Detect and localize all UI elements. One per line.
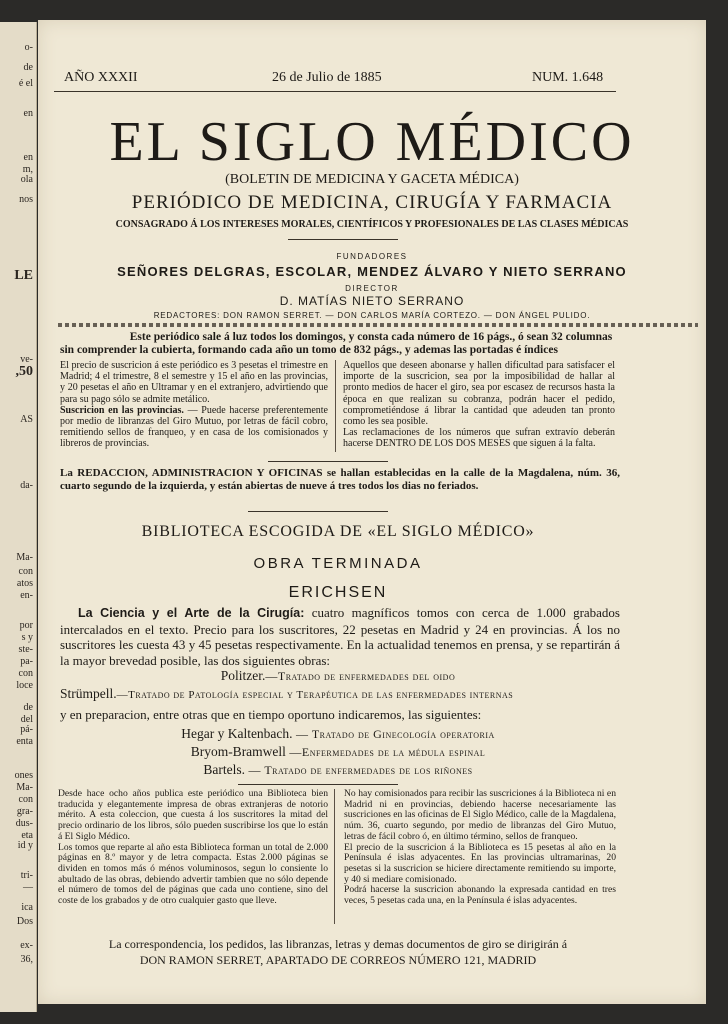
short-rule — [288, 239, 398, 240]
book-title: —Tratado de Patología especial y Terapéutica de las enfermedades internas — [116, 689, 514, 701]
prev-page-fragment: dus- — [15, 818, 33, 829]
prev-page-fragment: ones — [14, 770, 33, 781]
year-label: AÑO XXXII — [64, 70, 138, 85]
library-history-text: Desde hace ocho años publica este periódico una Biblioteca bien traducida y elegantemente impresa de obras extranjeras de notorio mérito. A esta coleccion, que cuesta á los suscritores la mitad del precio ordinario de los libros, sólo pueden suscribirse los que lo están á El Siglo Médico. — [58, 788, 328, 842]
prev-page-fragment: en- — [20, 590, 33, 601]
payment-difficulty-text: Aquellos que deseen abonarse y hallen dificultad para satisfacer el importe de la suscricion, sea por la imposibilidad de hallar al pronto medios de hacer el giro, sea por escasez de recursos hasta la época en que realizan su cobranza, podrán hacer el pedido, comprometiéndose á librar la cantidad que adeuden tan pronto como les sea posible. — [343, 360, 615, 428]
prev-page-fragment: Dos — [16, 916, 33, 927]
prev-page-fragment: m, — [22, 164, 33, 175]
masthead-subtitle: (BOLETIN DE MEDICINA Y GACETA MÉDICA) — [225, 172, 519, 187]
subscription-col-left — [60, 360, 328, 450]
notice-line-1: Este periódico sale á luz todos los domingos, y consta cada número de 16 págs., ó sean 32 columnas — [129, 331, 613, 343]
prev-page-fragment: gra- — [16, 806, 33, 817]
book-author: Bartels. — [203, 762, 246, 777]
claims-text: Las reclamaciones de los números que sufran extravío deberán hacerse DENTRO DE LOS DOS MESES que siguen á la falta. — [343, 427, 615, 450]
book-author: Politzer. — [220, 668, 266, 683]
column-divider — [335, 360, 336, 452]
prev-page-fragment: con — [18, 566, 33, 577]
prev-page-fragment: ,50 — [15, 364, 33, 379]
prev-page-fragment: o- — [24, 42, 33, 53]
prev-page-fragment: ste- — [18, 644, 33, 655]
prev-page-fragment: ve- — [20, 354, 33, 365]
newspaper-page — [38, 20, 706, 1004]
library-price-text: El precio de la suscricion á la Biblioteca es 15 pesetas al año en la Península é islas adyacentes. En las provincias ultramarinas, 20 pesetas si la suscricion se hiciere directamente remitiendo su importe, y 40 si mediare comisionado. — [344, 841, 616, 885]
masthead-title: EL SIGLO MÉDICO — [109, 111, 635, 173]
work-title: La Ciencia y el Arte de la Cirugía: — [78, 606, 305, 620]
prev-page-fragment: pa- — [20, 656, 33, 667]
book-bartels — [38, 762, 638, 778]
library-description — [60, 605, 620, 668]
library-volumes-text: Los tomos que reparte al año esta Biblioteca forman un total de 2.000 páginas en 8.º mayor y de letra compacta. Estas 2.000 páginas se dividen en tomos más ó ménos voluminosos, segun lo consiente lo abultado de las obras, debiendo advertir tambien que no sólo depende el número de tomos del de páginas que cada uno contiene, sino del coste de los grabados y de otro cualquier gasto que lleve. — [58, 841, 328, 907]
header-rule — [54, 91, 616, 92]
prev-page-fragment: enta — [16, 736, 33, 747]
prev-page-fragment: por — [19, 620, 33, 631]
library-author: ERICHSEN — [288, 584, 388, 601]
provinces-text: — Puede hacerse preferentemente por medio de libranzas del Giro Mutuo, por letras de fácil cobro, remitiendo sellos de franqueo, y en casa de los comisionados y libreros de provincias. — [60, 404, 328, 450]
book-bryom — [38, 744, 638, 760]
prev-page-fragment: atos — [16, 578, 33, 589]
wavy-divider — [58, 323, 698, 327]
subscription-col-right — [343, 360, 615, 450]
book-title: — Tratado de Ginecología operatoria — [292, 727, 495, 741]
prev-page-fragment: nos — [19, 194, 33, 205]
founders-label: FUNDADORES — [336, 252, 408, 261]
prev-page-fragment: é el — [18, 78, 33, 89]
editors-line: REDACTORES: DON RAMON SERRET. — DON CARLOS MARÍA CORTEZO. — DON ÁNGEL PULIDO. — [153, 311, 591, 320]
prev-page-fragment: AS — [20, 414, 33, 425]
book-title: —Enfermedades de la médula espinal — [285, 745, 486, 759]
book-title: — Tratado de enfermedades de los riñones — [245, 763, 473, 777]
prev-page-fragment: en — [23, 152, 33, 163]
library-col-left — [58, 789, 328, 907]
prev-page-fragment: con — [18, 668, 33, 679]
prev-page-fragment: tri- — [20, 870, 33, 881]
previous-page-edge — [0, 22, 37, 1012]
masthead-dedication: CONSAGRADO Á LOS INTERESES MORALES, CIENTÍFICOS Y PROFESIONALES DE LAS CLASES MÉDICAS — [115, 219, 629, 230]
prev-page-fragment: en — [23, 108, 33, 119]
prev-page-fragment: loce — [16, 680, 33, 691]
subscription-price-text: El precio de suscricion á este periódico es 3 pesetas el trimestre en Madrid; 4 el trimestre, 8 el semestre y 15 el año en las provincias, y 20 pesetas el año en Ultramar y en el extranjero, advirtiendo que para su pago sólo se admite metálico. — [60, 360, 328, 405]
prev-page-fragment: s y — [21, 632, 33, 643]
book-author: Bryom-Bramwell — [190, 744, 286, 759]
prev-page-fragment: Ma- — [16, 552, 33, 563]
footer-address: DON RAMON SERRET, APARTADO DE CORREOS NÚMERO 121, MADRID — [139, 953, 537, 967]
footer-correspondence: La correspondencia, los pedidos, las libranzas, letras y demas documentos de giro se dirigirán á — [108, 937, 568, 951]
prev-page-fragment: del — [20, 714, 33, 725]
book-strumpell — [60, 686, 513, 702]
prev-page-fragment: 36, — [20, 954, 33, 965]
prev-page-fragment: ex- — [20, 940, 33, 951]
prev-page-fragment: id y — [17, 840, 33, 851]
director-label: DIRECTOR — [345, 284, 399, 293]
prev-page-fragment: LE — [14, 268, 33, 283]
prev-page-fragment: de — [23, 62, 33, 73]
book-hegar — [38, 726, 638, 742]
short-rule-2 — [268, 461, 388, 462]
founders-names: SEÑORES DELGRAS, ESCOLAR, MENDEZ ÁLVARO Y NIETO SERRANO — [117, 264, 627, 279]
prev-page-fragment: con — [18, 794, 33, 805]
masthead-tagline: PERIÓDICO DE MEDICINA, CIRUGÍA Y FARMACIA — [131, 192, 613, 213]
book-author: Hegar y Kaltenbach. — [181, 726, 293, 741]
prev-page-fragment: ola — [20, 174, 33, 185]
prev-page-fragment: ica — [21, 902, 33, 913]
library-title: BIBLIOTECA ESCOGIDA DE «EL SIGLO MÉDICO» — [141, 523, 535, 540]
book-author: Strümpell. — [60, 686, 117, 701]
preparation-line: y en preparacion, entre otras que en tiempo oportuno indicaremos, las siguientes: — [60, 707, 482, 722]
issue-date: 26 de Julio de 1885 — [272, 70, 382, 85]
library-installments-text: Podrá hacerse la suscricion abonando la expresada cantidad en tres veces, 5 pesetas cada una, en la Península é islas adyacentes. — [344, 884, 616, 907]
library-status: OBRA TERMINADA — [253, 555, 423, 572]
provinces-heading: Suscricion en las provincias. — [60, 404, 184, 416]
notice-line-2: sin comprender la cubierta, formando cada año un tomo de 832 págs., y ademas las portadas é índices — [60, 344, 558, 356]
book-politzer — [38, 668, 638, 684]
prev-page-fragment: da- — [20, 480, 33, 491]
prev-page-fragment: — — [23, 882, 33, 893]
issue-number: NUM. 1.648 — [532, 70, 604, 85]
column-divider-2 — [334, 789, 335, 924]
prev-page-fragment: pá- — [20, 724, 33, 735]
work-description: cuatro magníficos tomos con cerca de 1.000 grabados intercalados en el texto. Precio para los suscritores, 22 pesetas en Madrid y 24 en provincias. Á los no suscritores les cuesta 43 y 45 pesetas respectivamente. En la actualidad tenemos en prensa, y se repartirán á la mayor brevedad posible, las dos siguientes obras: — [60, 605, 620, 668]
prev-page-fragment: de — [23, 702, 33, 713]
library-agents-text: No hay comisionados para recibir las suscriciones á la Biblioteca ni en Madrid ni en provincias, debiendo hacerse necesariamente las suscriciones en las oficinas de El Siglo Médico, calle de la Magdalena, núm. 36, cuarto segundo, por medio de libranzas del Giro Mutuo, letras de fácil cobro ó, en último término, sellos de franqueo. — [344, 788, 617, 842]
library-col-right — [344, 789, 616, 907]
short-rule-3 — [248, 511, 388, 512]
office-notice: La REDACCION, ADMINISTRACION Y OFICINAS se hallan establecidas en la calle de la Magdalena, núm. 36, cuarto segundo de la izquierda, y están abiertas de nueve á tres todos los dias no feriados. — [60, 467, 620, 492]
book-title: —Tratado de enfermedades del oido — [265, 669, 456, 683]
director-name: D. MATÍAS NIETO SERRANO — [279, 294, 465, 308]
prev-page-fragment: eta — [21, 830, 33, 841]
prev-page-fragment: Ma- — [16, 782, 33, 793]
short-rule-4 — [238, 784, 398, 785]
